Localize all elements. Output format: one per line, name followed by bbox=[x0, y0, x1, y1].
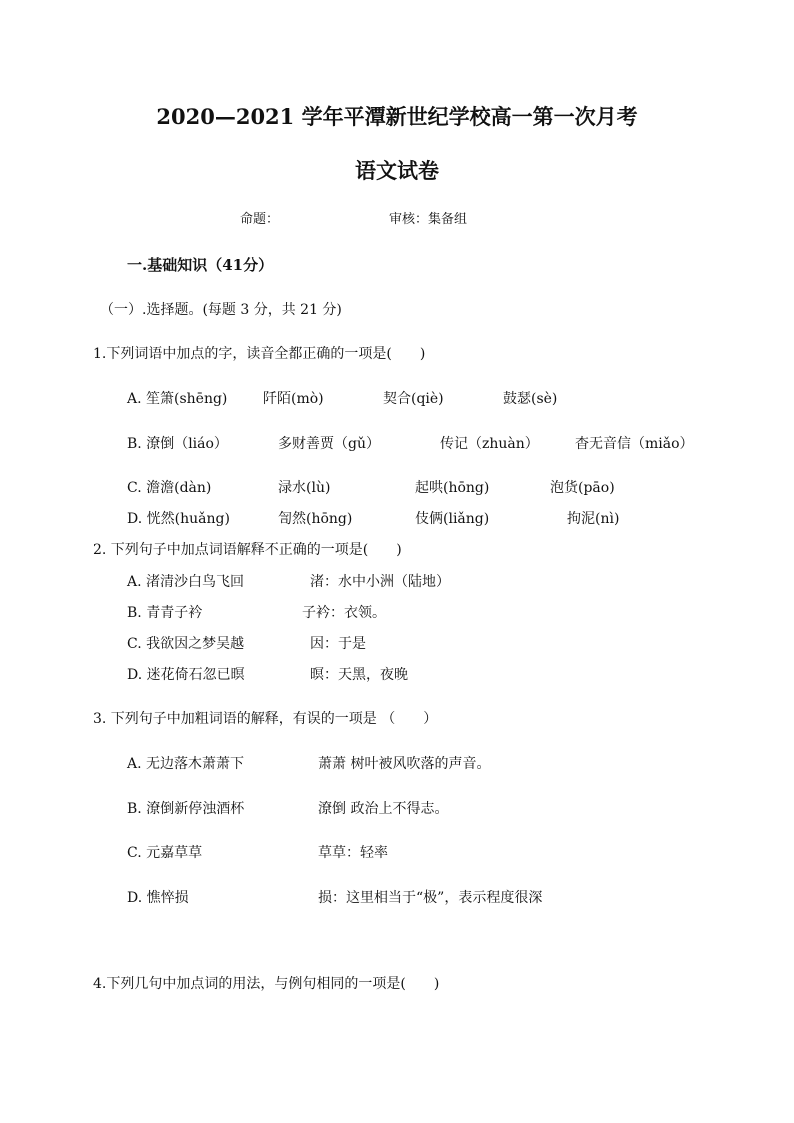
q2-option-a-explanation: 渚：水中小洲（陆地） bbox=[310, 574, 450, 590]
q1-option-b-2: 多财善贾（gǔ） bbox=[278, 436, 380, 452]
q3-option-b-explanation: 潦倒 政治上不得志。 bbox=[318, 801, 449, 817]
q1-option-c-2: 渌水(lù) bbox=[278, 480, 331, 496]
q3-option-c-explanation: 草草：轻率 bbox=[318, 845, 388, 861]
q2-option-c-sentence: C. 我欲因之梦吴越 bbox=[127, 636, 245, 652]
q2-option-d-explanation: 暝：天黑，夜晚 bbox=[310, 667, 408, 683]
q3-option-c-sentence: C. 元嘉草草 bbox=[127, 845, 203, 861]
q3-option-d-explanation: 损：这里相当于“极”，表示程度很深 bbox=[318, 890, 543, 906]
q1-option-d-1: D. 恍然(huǎng) bbox=[127, 511, 230, 527]
question-2-stem: 2. 下列句子中加点词语解释不正确的一项是( ) bbox=[93, 542, 402, 558]
q2-option-b-explanation: 子衿：衣领。 bbox=[302, 605, 386, 621]
q3-option-d-sentence: D. 憔悴损 bbox=[127, 890, 189, 906]
part-heading: （一）.选择题。(每题 3 分，共 21 分) bbox=[100, 302, 342, 318]
section-heading: 一.基础知识（41分） bbox=[127, 256, 274, 274]
question-4-stem: 4.下列几句中加点词的用法，与例句相同的一项是( ) bbox=[93, 976, 440, 992]
q2-option-c-explanation: 因：于是 bbox=[310, 636, 366, 652]
q1-option-b-3: 传记（zhuàn） bbox=[440, 436, 539, 452]
q1-option-a-1: A. 笙箫(shēng) bbox=[127, 391, 228, 407]
q1-option-d-3: 伎俩(liǎng) bbox=[415, 511, 490, 527]
q3-option-a-sentence: A. 无边落木萧萧下 bbox=[127, 756, 245, 772]
question-1-stem: 1.下列词语中加点的字，读音全都正确的一项是( ) bbox=[93, 346, 426, 362]
q1-option-a-3: 契合(qiè) bbox=[383, 391, 444, 407]
q2-option-a-sentence: A. 渚清沙白鸟飞回 bbox=[127, 574, 245, 590]
q1-option-d-2: 訇然(hōng) bbox=[278, 511, 353, 527]
q3-option-a-explanation: 萧萧 树叶被风吹落的声音。 bbox=[318, 756, 491, 772]
q1-option-a-2: 阡陌(mò) bbox=[263, 391, 324, 407]
q1-option-c-1: C. 澹澹(dàn) bbox=[127, 480, 212, 496]
q2-option-d-sentence: D. 迷花倚石忽已暝 bbox=[127, 667, 245, 683]
exam-subtitle: 语文试卷 bbox=[355, 158, 439, 183]
q1-option-d-4: 拘泥(nì) bbox=[567, 511, 620, 527]
exam-title: 2020—2021 学年平潭新世纪学校高一第一次月考 bbox=[156, 104, 638, 129]
question-3-stem: 3. 下列句子中加粗词语的解释，有误的一项是 （ ） bbox=[93, 711, 438, 727]
reviewer-label: 审核：集备组 bbox=[389, 212, 468, 227]
setter-label: 命题： bbox=[240, 212, 280, 227]
q1-option-a-4: 鼓瑟(sè) bbox=[503, 391, 558, 407]
q1-option-b-4: 杳无音信（miǎo） bbox=[575, 436, 694, 452]
q1-option-b-1: B. 潦倒（liáo） bbox=[127, 436, 228, 452]
q3-option-b-sentence: B. 潦倒新停浊酒杯 bbox=[127, 801, 245, 817]
q1-option-c-3: 起哄(hōng) bbox=[415, 480, 490, 496]
q1-option-c-4: 泡货(pāo) bbox=[550, 480, 615, 496]
q2-option-b-sentence: B. 青青子衿 bbox=[127, 605, 203, 621]
